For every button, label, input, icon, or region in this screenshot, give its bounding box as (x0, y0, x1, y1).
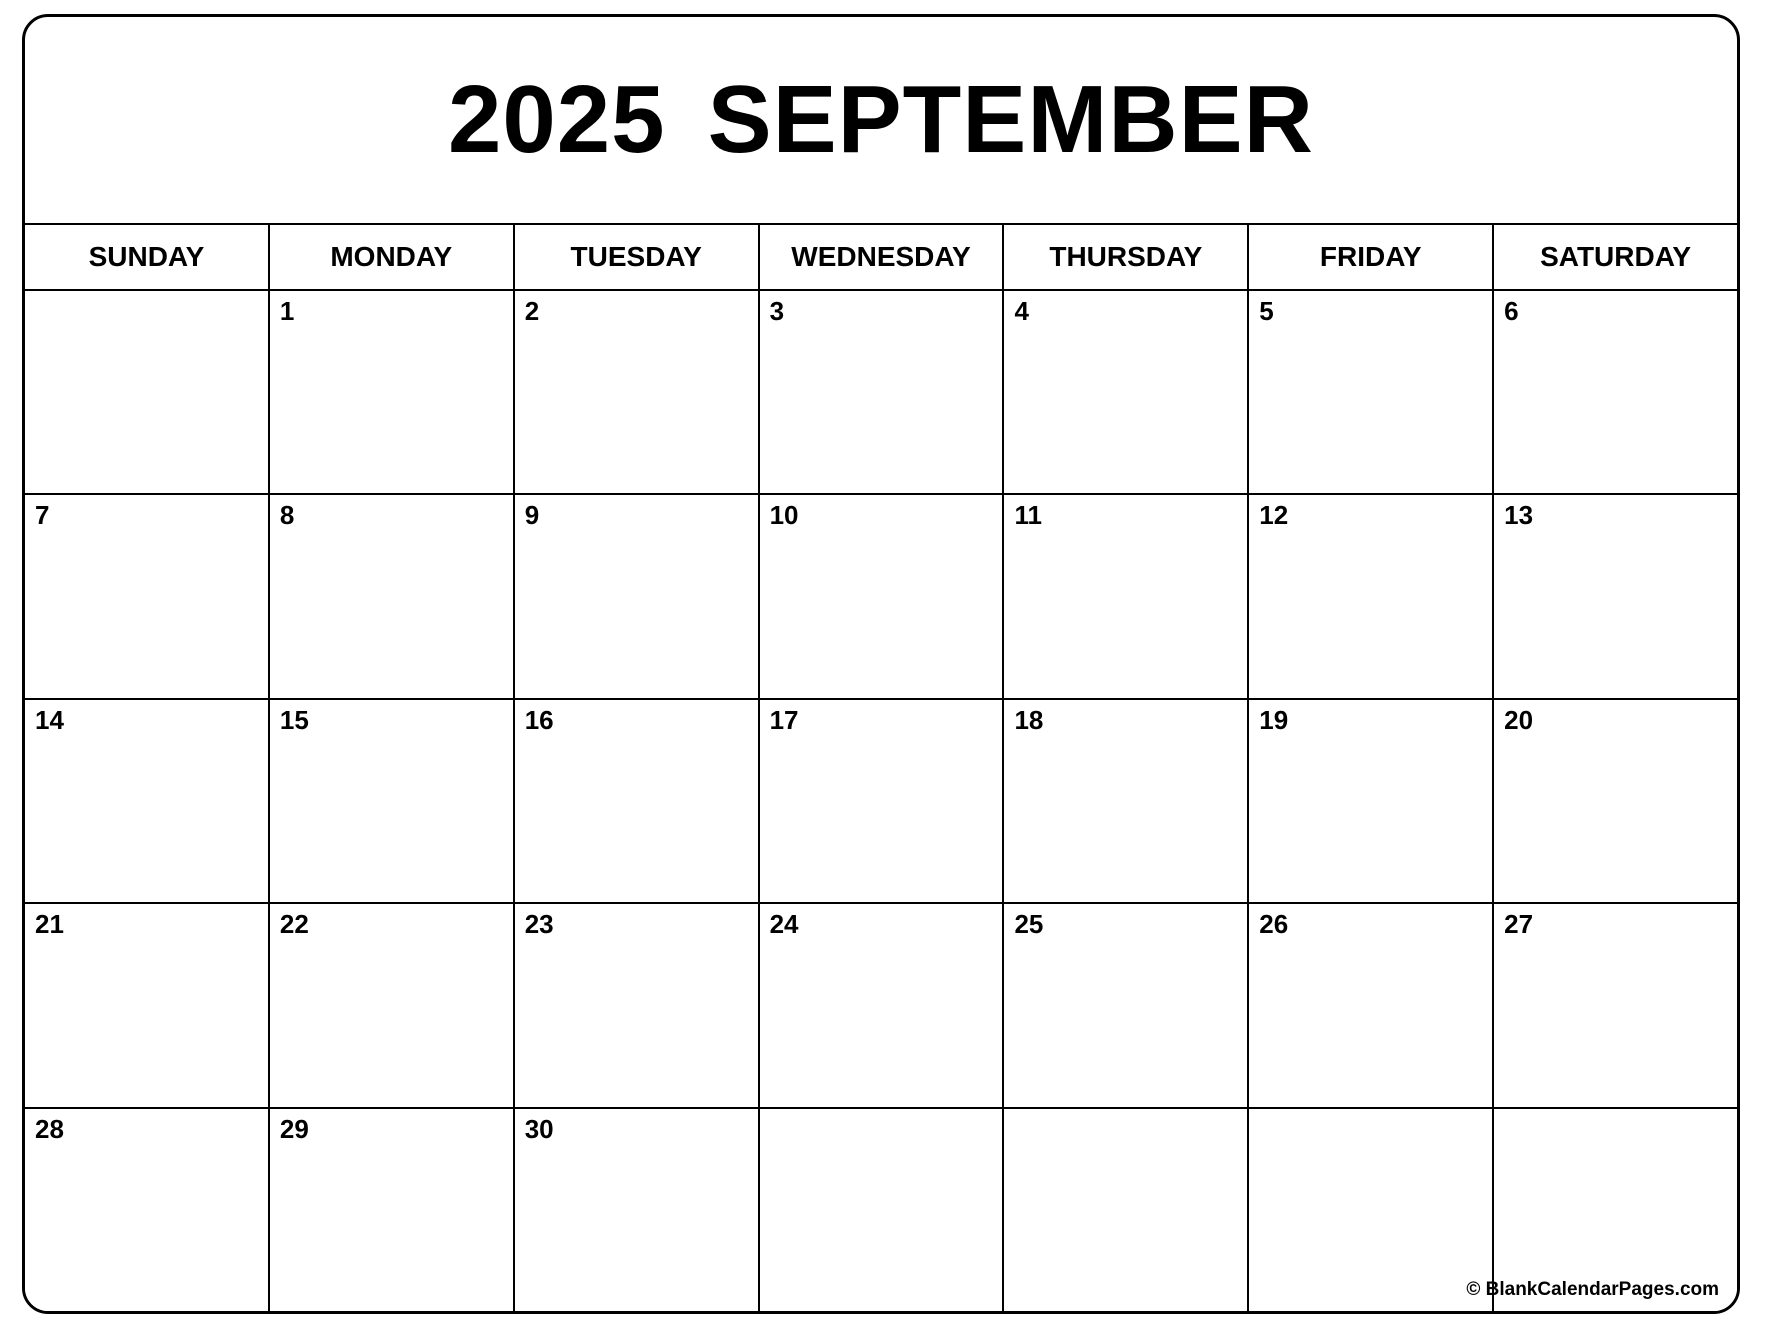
day-cell[interactable] (25, 700, 270, 902)
day-number: 21 (35, 909, 64, 940)
day-number: 1 (279, 296, 295, 326)
day-number: 29 (279, 1113, 309, 1144)
day-number: 28 (35, 1113, 64, 1144)
day-number: 26 (1259, 909, 1289, 940)
day-cell[interactable] (1004, 700, 1249, 902)
day-number: 13 (1504, 500, 1534, 531)
day-cell[interactable] (760, 291, 1005, 493)
week-row (25, 1109, 1737, 1311)
day-cell[interactable] (1249, 291, 1494, 493)
weekday-thursday: THURSDAY (1004, 225, 1249, 289)
day-cell[interactable] (25, 1109, 270, 1311)
page-title (448, 66, 1314, 173)
day-cell[interactable] (1249, 1109, 1494, 1311)
day-cell[interactable] (1004, 495, 1249, 697)
week-row (25, 700, 1737, 904)
day-number: 3 (769, 296, 785, 326)
day-number: 17 (769, 704, 799, 735)
day-cell[interactable] (515, 904, 760, 1106)
day-number: 7 (35, 500, 50, 531)
day-cell[interactable] (1466, 1109, 1737, 1311)
day-number: 8 (279, 500, 295, 531)
day-cell[interactable] (760, 1109, 1005, 1311)
weekday-sunday: SUNDAY (25, 225, 270, 289)
day-cell[interactable] (1494, 700, 1737, 902)
weekday-friday: FRIDAY (1249, 225, 1494, 289)
day-cell[interactable] (25, 495, 270, 697)
day-cell[interactable] (1249, 495, 1494, 697)
day-number: 14 (35, 704, 64, 735)
day-cell[interactable] (515, 291, 760, 493)
day-number: 5 (1259, 296, 1274, 326)
day-cell[interactable] (760, 495, 1005, 697)
day-number: 18 (1014, 704, 1044, 735)
week-row (25, 904, 1737, 1108)
day-number: 25 (1014, 909, 1044, 940)
day-number: 30 (524, 1113, 554, 1144)
day-cell[interactable] (1494, 291, 1737, 493)
day-cell[interactable] (1004, 1109, 1249, 1311)
day-number: 24 (769, 909, 799, 940)
day-number: 23 (524, 909, 554, 940)
day-cell[interactable] (515, 495, 760, 697)
weekday-monday: MONDAY (270, 225, 515, 289)
day-cell[interactable] (515, 1109, 760, 1311)
day-number: 20 (1504, 704, 1534, 735)
day-number: 4 (1014, 296, 1029, 326)
day-number: 16 (524, 704, 554, 735)
weekday-saturday: SATURDAY (1540, 241, 1692, 272)
day-cell[interactable] (270, 1109, 515, 1311)
day-number: 15 (279, 704, 309, 735)
title-year: 2025 (448, 66, 666, 173)
day-number: 12 (1259, 500, 1289, 531)
calendar (22, 14, 1740, 1314)
day-number: 2 (524, 296, 540, 326)
day-cell[interactable] (1494, 904, 1737, 1106)
day-number: 22 (279, 909, 309, 940)
title-month: SEPTEMBER (707, 66, 1314, 173)
calendar-grid (25, 291, 1737, 1311)
weekday-wednesday: WEDNESDAY (760, 225, 1005, 289)
day-number: 9 (524, 500, 540, 531)
weekday-header-row (25, 225, 1737, 291)
weekday-tuesday: TUESDAY (515, 225, 760, 289)
day-cell[interactable] (1004, 291, 1249, 493)
day-cell[interactable] (1249, 700, 1494, 902)
day-cell[interactable] (25, 291, 270, 493)
week-row (25, 495, 1737, 699)
day-cell[interactable] (515, 700, 760, 902)
day-number: 11 (1014, 500, 1042, 531)
calendar-title-bar (25, 17, 1737, 225)
day-cell[interactable] (1494, 495, 1737, 697)
day-cell[interactable] (760, 904, 1005, 1106)
day-cell[interactable] (1004, 904, 1249, 1106)
day-number: 6 (1504, 296, 1519, 326)
site-credit: © BlankCalendarPages.com (1466, 1279, 1720, 1301)
day-cell[interactable] (760, 700, 1005, 902)
week-row (25, 291, 1737, 495)
day-number: 10 (769, 500, 799, 531)
day-cell[interactable] (270, 495, 515, 697)
day-cell[interactable] (25, 904, 270, 1106)
day-cell[interactable] (270, 700, 515, 902)
day-cell[interactable] (270, 904, 515, 1106)
day-cell[interactable] (1249, 904, 1494, 1106)
day-number: 19 (1259, 704, 1289, 735)
day-cell[interactable] (270, 291, 515, 493)
day-number: 27 (1504, 909, 1534, 940)
